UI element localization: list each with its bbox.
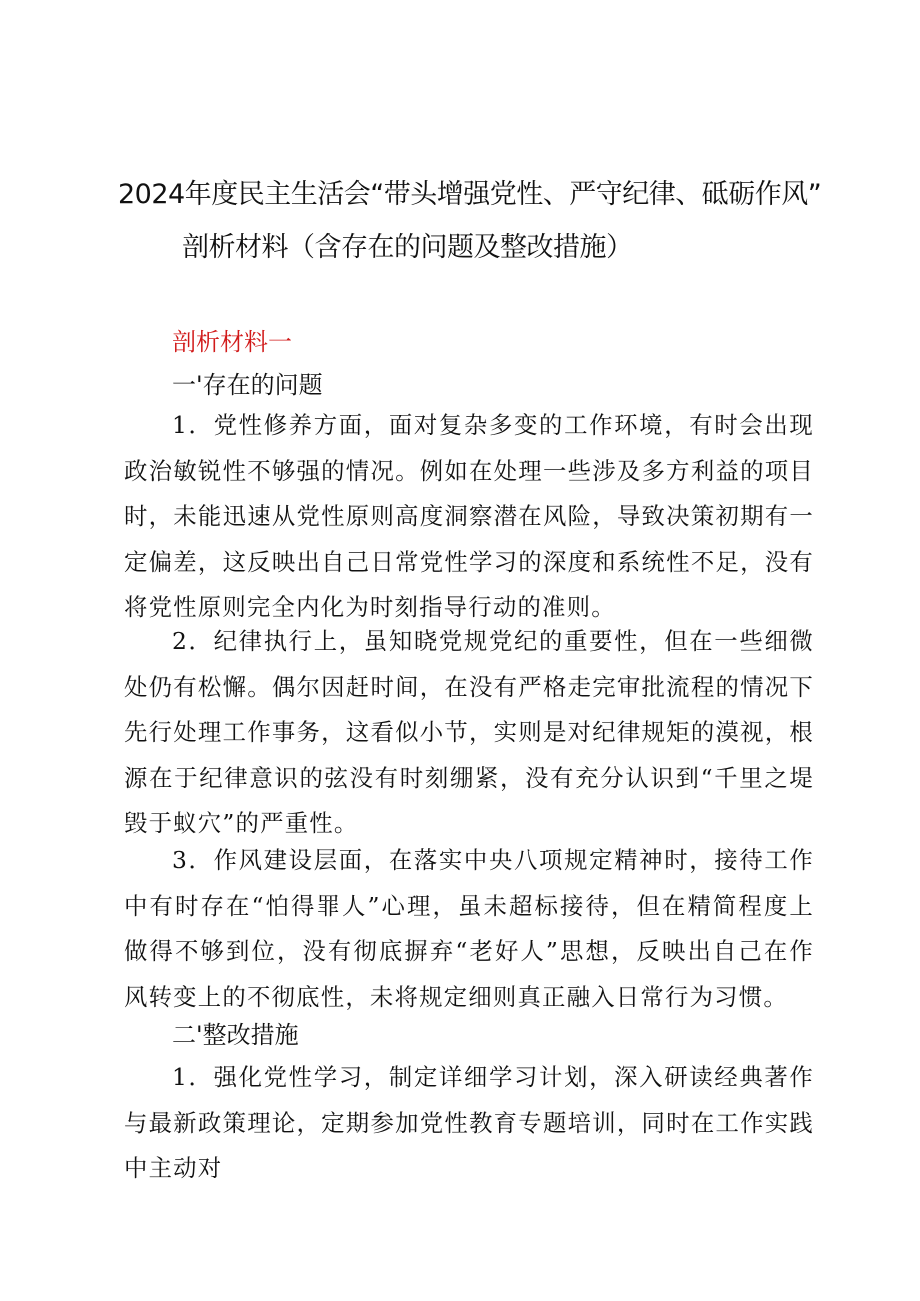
section-label: 剖析材料一: [172, 328, 292, 356]
problem-paragraph-3: 3．作风建设层面，在落实中央八项规定精神时，接待工作中有时存在“怕得罪人”心理，虽未超标接待，但在精简程度上做得不够到位，没有彻底摒弃“老好人”思想，反映出自己在作风转变上的不彻底性，未将规定细则真正融入日常行为习惯。: [124, 846, 814, 1011]
heading-problems: 一'存在的问题: [172, 371, 323, 399]
problem-paragraph-1: 1．党性修养方面，面对复杂多变的工作环境，有时会出现政治敏锐性不够强的情况。例如在处理一些涉及多方利益的项目时，未能迅速从党性原则高度洞察潜在风险，导致决策初期有一定偏差，这反映出自己日常党性学习的深度和系统性不足，没有将党性原则完全内化为时刻指导行动的准则。: [124, 411, 814, 621]
heading-measures: 二'整改措施: [172, 1021, 299, 1049]
document-title-line-1: 2024年度民主生活会“带头增强党性、严守纪律、砥砺作风”: [118, 179, 822, 210]
measure-paragraph-1: 1．强化党性学习，制定详细学习计划，深入研读经典著作与最新政策理论，定期参加党性教育专题培训，同时在工作实践中主动对: [124, 1063, 814, 1182]
document-title-line-2: 剖析材料（含存在的问题及整改措施）: [182, 232, 633, 263]
problem-paragraph-2: 2．纪律执行上，虽知晓党规党纪的重要性，但在一些细微处仍有松懈。偶尔因赶时间，在没有严格走完审批流程的情况下先行处理工作事务，这看似小节，实则是对纪律规矩的漠视，根源在于纪律意识的弦没有时刻绷紧，没有充分认识到“千里之堤毁于蚁穴”的严重性。: [124, 627, 814, 837]
